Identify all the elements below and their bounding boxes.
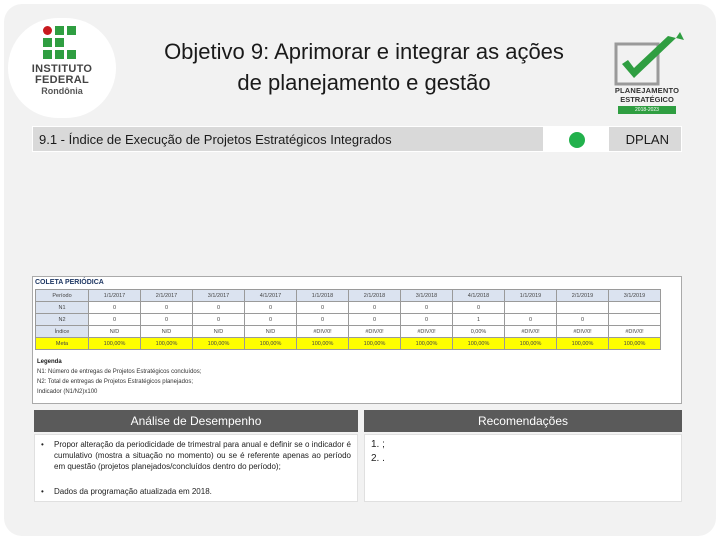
logo-text-rondonia: Rondônia	[41, 86, 83, 96]
collection-table	[32, 276, 682, 404]
table-cell: 0	[141, 314, 193, 326]
column-header: 3/1/2019	[609, 290, 661, 302]
table-row	[36, 302, 661, 314]
table-cell: 0	[245, 314, 297, 326]
table-cell	[505, 302, 557, 314]
recommendation-item: 2. .	[371, 453, 385, 464]
recommendations-panel	[364, 434, 682, 502]
indicator-bar	[32, 126, 682, 152]
analysis-bullet	[41, 486, 351, 497]
analysis-header: Análise de Desempenho	[34, 410, 358, 432]
table-cell: 0	[89, 314, 141, 326]
table-row	[36, 314, 661, 326]
recommendation-item: 1. ;	[371, 439, 385, 450]
column-header: 2/1/2017	[141, 290, 193, 302]
status-dot-icon	[569, 132, 585, 148]
legend	[37, 357, 201, 397]
indicator-name: 9.1 - Índice de Execução de Projetos Estratégicos Integrados	[32, 126, 544, 152]
table-cell: N/D	[193, 326, 245, 338]
page-title	[118, 36, 610, 98]
column-header: 3/1/2018	[401, 290, 453, 302]
table-cell: 0	[505, 314, 557, 326]
table-cell: #DIV/0!	[349, 326, 401, 338]
table-cell: #DIV/0!	[505, 326, 557, 338]
table-cell: 100,00%	[297, 338, 349, 350]
table-cell	[557, 302, 609, 314]
table-cell	[609, 302, 661, 314]
logo-text-federal: FEDERAL	[34, 74, 90, 86]
table-cell: 100,00%	[245, 338, 297, 350]
table-cell: 100,00%	[453, 338, 505, 350]
table-cell: 0	[557, 314, 609, 326]
table-row	[36, 326, 661, 338]
table-cell: 1	[453, 314, 505, 326]
title-line-1: Objetivo 9: Aprimorar e integrar as ações	[164, 39, 564, 64]
logo-band: 2018-2023	[618, 106, 676, 114]
recommendations-header: Recomendações	[364, 410, 682, 432]
table-cell: 100,00%	[349, 338, 401, 350]
table-cell: 0	[349, 302, 401, 314]
column-header: 4/1/2017	[245, 290, 297, 302]
indicator-status	[544, 126, 608, 152]
table-cell: #DIV/0!	[557, 326, 609, 338]
collection-title: COLETA PERIÓDICA	[35, 279, 104, 286]
column-header: 2/1/2018	[349, 290, 401, 302]
table-cell: 100,00%	[505, 338, 557, 350]
table-cell: N/D	[141, 326, 193, 338]
column-header: 1/1/2017	[89, 290, 141, 302]
legend-item: N1: Número de entregas de Projetos Estratégicos concluídos;	[37, 369, 202, 375]
table-cell: 0	[401, 314, 453, 326]
table-cell: 100,00%	[193, 338, 245, 350]
column-header: 1/1/2018	[297, 290, 349, 302]
table-cell: #DIV/0!	[609, 326, 661, 338]
title-line-2: de planejamento e gestão	[237, 70, 491, 95]
indicator-owner: DPLAN	[608, 126, 682, 152]
legend-item: Indicador (N1/N2)x100	[37, 389, 98, 395]
table-cell: 0	[453, 302, 505, 314]
column-header: 1/1/2019	[505, 290, 557, 302]
table-cell: #DIV/0!	[297, 326, 349, 338]
table-cell: 100,00%	[401, 338, 453, 350]
table-cell: N/D	[245, 326, 297, 338]
table-cell: #DIV/0!	[401, 326, 453, 338]
legend-item: N2: Total de entregas de Projetos Estratégicos planejados;	[37, 379, 193, 385]
table-cell: 0	[245, 302, 297, 314]
analysis-bullet-text: • Propor alteração da periodicidade de trimestral para anual e definir se o indicador é cumulativo (mostra a situação no momento) ou se é referente apenas ao período em questão (projetos planejados/concluídos dentro do período);	[54, 440, 351, 471]
analysis-panel	[34, 434, 358, 502]
row-label: N2	[36, 314, 89, 326]
table-cell: 100,00%	[609, 338, 661, 350]
table-row	[36, 338, 661, 350]
table-cell: 0	[89, 302, 141, 314]
table-cell	[609, 314, 661, 326]
row-label: Meta	[36, 338, 89, 350]
row-label: N1	[36, 302, 89, 314]
logo-text-planejamento: PLANEJAMENTO	[614, 86, 680, 95]
logo-text-instituto: INSTITUTO	[31, 63, 93, 75]
table-cell: 0	[297, 302, 349, 314]
table-cell: 0	[141, 302, 193, 314]
column-header: 2/1/2019	[557, 290, 609, 302]
table-cell: 100,00%	[557, 338, 609, 350]
legend-title: Legenda	[37, 359, 62, 365]
table-cell: 0	[193, 314, 245, 326]
analysis-bullet-text: • Dados da programação atualizada em 2018.	[54, 487, 212, 496]
analysis-bullet	[41, 439, 351, 472]
logo-text-estrategico: ESTRATÉGICO	[620, 95, 674, 104]
table-cell: 0	[401, 302, 453, 314]
ifro-logo	[8, 18, 116, 118]
collection-grid	[35, 289, 661, 350]
table-header-row	[36, 290, 661, 302]
table-cell: 0,00%	[453, 326, 505, 338]
ifro-logo-icon	[43, 26, 77, 62]
table-cell: 100,00%	[89, 338, 141, 350]
table-cell: N/D	[89, 326, 141, 338]
column-header: Período	[36, 290, 89, 302]
column-header: 3/1/2017	[193, 290, 245, 302]
table-cell: 0	[297, 314, 349, 326]
table-cell: 0	[193, 302, 245, 314]
row-label: Índice	[36, 326, 89, 338]
table-cell: 100,00%	[141, 338, 193, 350]
column-header: 4/1/2018	[453, 290, 505, 302]
table-cell: 0	[349, 314, 401, 326]
